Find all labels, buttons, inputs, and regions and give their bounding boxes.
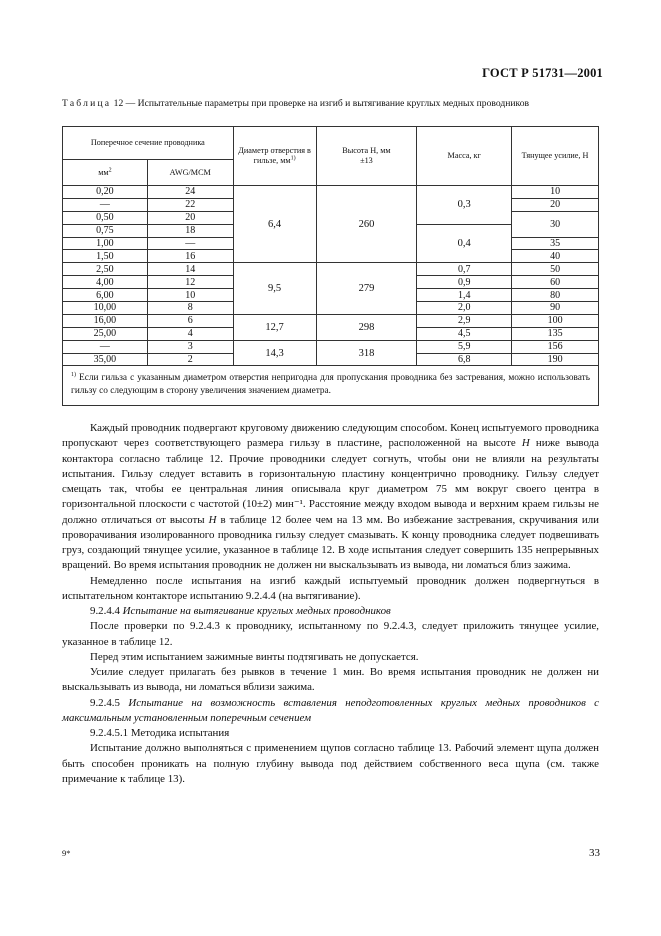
table-row: 0,75 18 0,4 bbox=[63, 224, 599, 237]
paragraph: Испытание должно выполняться с применением щупов согласно таблице 13. Рабочий элемент щупа должен быть способен проникать на полную глубину вывода под действием собственного веса щупа (см. также примечание к таблице 13). bbox=[62, 742, 599, 785]
header-mass: Масса, кг bbox=[417, 127, 512, 186]
table-row: 2,50 14 9,5 279 0,7 50 bbox=[63, 263, 599, 276]
header-cross-section: Поперечное сечение проводника bbox=[63, 127, 234, 160]
paragraph: Усилие следует прилагать без рывков в течение 1 мин. Во время испытания проводник не должен ни выскальзывать из вывода, ни ломаться вблизи зажима. bbox=[62, 666, 599, 694]
sheet-mark: 9* bbox=[62, 848, 71, 858]
mass-cell: 0,4 bbox=[417, 224, 512, 263]
body-text bbox=[62, 421, 599, 787]
diameter-cell: 9,5 bbox=[233, 263, 316, 315]
table-caption-number: 12 bbox=[113, 98, 124, 109]
table-row: 1,00 — 35 bbox=[63, 237, 599, 250]
table-row: — 22 20 bbox=[63, 198, 599, 211]
section-heading: 9.2.4.4 Испытание на вытягивание круглых медных проводников bbox=[90, 605, 391, 617]
mass-cell: 0,3 bbox=[417, 186, 512, 225]
table-row: 25,00 4 4,5 135 bbox=[63, 327, 599, 340]
page-number: 33 bbox=[589, 847, 600, 859]
height-cell: 298 bbox=[316, 314, 417, 340]
table-row: 1,50 16 40 bbox=[63, 250, 599, 263]
paragraph: Каждый проводник подвергают круговому движению следующим способом. Конец испытуемого проводника пропускают через соответствующего размера гильзу в пластине, расположенной на высоте H ниже вывода контактора согласно таблице 12. Прочие проводники следует согнуть, чтобы они не влияли на результаты испытания. Гильзу следует вставить в горизонтальную пластину концентрично проводнику. Гильзу следует смещать так, чтобы ее центральная линия описывала круг диаметром 75 мм вокруг своего центра в горизонтальной плоскости с частотой (10±2) мин⁻¹. Расстояние между входом вывода и верхним краем гильзы не должно отличаться от высоты H в таблице 12 более чем на 13 мм. Во избежание застревания, скручивания или проворачивания изолированного проводника гильзу следует смазывать. К концу проводника следует подвешивать груз, создающий тянущее усилие, указанное в таблице 12. В ходе испытания следует совершить 135 непрерывных вращений. Во время испытания проводник не должен ни выскальзывать из вывода, ни ломаться близ зажима. bbox=[62, 422, 599, 572]
table-footnote: $^{1)}$ Если гильза с указанным диаметром отверстия непригодна для пропускания проводника без застревания, можно использовать гильзу со следующим в сторону увеличения значением диаметра. bbox=[63, 366, 599, 406]
diameter-cell: 6,4 bbox=[233, 186, 316, 263]
table-row: 16,00 6 12,7 298 2,9 100 bbox=[63, 314, 599, 327]
table-row: 0,50 20 30 bbox=[63, 211, 599, 224]
header-height: Высота H, мм ±13 bbox=[316, 127, 417, 186]
subsection-heading: 9.2.4.5.1 Методика испытания bbox=[90, 727, 230, 739]
table-caption-text: — Испытательные параметры при проверке на изгиб и вытягивание круглых медных проводников bbox=[123, 98, 530, 109]
header-hole-diameter: Диаметр отверстия в гильзе, $мм^{1)}$ bbox=[233, 127, 316, 186]
header-pull-force: Тянущее усилие, Н bbox=[512, 127, 599, 186]
section-heading: 9.2.4.5 Испытание на возможность вставления неподготовленных круглых медных проводников с максимальным установленным поперечным сечением bbox=[62, 696, 600, 724]
diameter-cell: 12,7 bbox=[233, 314, 316, 340]
height-cell: 318 bbox=[316, 340, 417, 366]
table-caption-label: Таблица bbox=[62, 98, 112, 109]
height-cell: 279 bbox=[316, 263, 417, 315]
document-code: ГОСТ Р 51731—2001 bbox=[482, 66, 603, 80]
paragraph: После проверки по 9.2.4.3 к проводнику, испытанному по 9.2.4.3, следует приложить тянущее усилие, указанное в таблице 12. bbox=[62, 620, 599, 648]
header-awg: AWG/MCM bbox=[147, 160, 233, 186]
table-caption bbox=[62, 98, 602, 110]
table-row: 0,20 24 6,4 260 0,3 10 bbox=[63, 186, 599, 199]
table-row: 10,00 8 2,0 90 bbox=[63, 302, 599, 315]
paragraph: Перед этим испытанием зажимные винты подтягивать не допускается. bbox=[90, 650, 419, 663]
paragraph: Немедленно после испытания на изгиб каждый испытуемый проводник должен подвергнуться в испытательном контакторе испытанию 9.2.4.4 (на вытягивание). bbox=[62, 574, 599, 602]
table-row: 4,00 12 0,9 60 bbox=[63, 276, 599, 289]
diameter-cell: 14,3 bbox=[233, 340, 316, 366]
table-12 bbox=[62, 126, 599, 406]
header-mm2: $мм^2$ bbox=[63, 160, 148, 186]
table-row: 35,00 2 6,8 190 bbox=[63, 353, 599, 366]
height-cell: 260 bbox=[316, 186, 417, 263]
table-row: 6,00 10 1,4 80 bbox=[63, 289, 599, 302]
table-row: — 3 14,3 318 5,9 156 bbox=[63, 340, 599, 353]
